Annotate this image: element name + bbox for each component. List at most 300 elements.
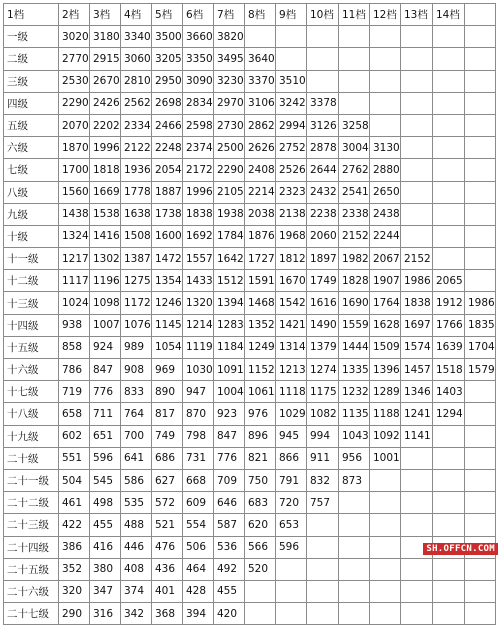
salary-cell: 627 <box>152 469 183 491</box>
salary-cell: 1416 <box>90 225 121 247</box>
table-row <box>4 425 496 447</box>
column-header: 9档 <box>276 4 307 26</box>
column-header: 11档 <box>339 4 370 26</box>
salary-cell: 1749 <box>307 270 339 292</box>
salary-cell: 668 <box>183 469 214 491</box>
salary-cell: 976 <box>245 403 276 425</box>
salary-cell: 1838 <box>401 292 433 314</box>
grade-label: 二十七级 <box>4 603 59 625</box>
salary-cell: 1184 <box>214 336 245 358</box>
salary-cell: 2408 <box>245 159 276 181</box>
salary-cell: 720 <box>276 492 307 514</box>
salary-cell: 1616 <box>307 292 339 314</box>
salary-cell: 923 <box>214 403 245 425</box>
salary-cell: 858 <box>59 336 90 358</box>
salary-cell <box>370 469 401 491</box>
table-row <box>4 48 496 70</box>
salary-cell <box>433 492 465 514</box>
salary-cell: 1560 <box>59 181 90 203</box>
salary-cell: 945 <box>276 425 307 447</box>
salary-cell <box>307 70 339 92</box>
salary-cell: 316 <box>90 603 121 625</box>
grade-label: 十二级 <box>4 270 59 292</box>
salary-cell: 1043 <box>339 425 370 447</box>
salary-cell: 1557 <box>183 248 214 270</box>
salary-cell: 1784 <box>214 225 245 247</box>
salary-cell: 1472 <box>152 248 183 270</box>
salary-cell: 1642 <box>214 248 245 270</box>
salary-cell: 1188 <box>370 403 401 425</box>
column-header: 7档 <box>214 4 245 26</box>
salary-cell: 731 <box>183 447 214 469</box>
salary-cell <box>339 536 370 558</box>
salary-cell <box>401 48 433 70</box>
salary-cell: 596 <box>90 447 121 469</box>
salary-cell: 3130 <box>370 137 401 159</box>
salary-cell <box>307 48 339 70</box>
salary-cell: 464 <box>183 558 214 580</box>
salary-cell: 2438 <box>370 203 401 225</box>
salary-cell <box>433 181 465 203</box>
salary-cell: 1196 <box>90 270 121 292</box>
salary-cell <box>401 469 433 491</box>
salary-cell: 719 <box>59 381 90 403</box>
table-row <box>4 536 496 558</box>
salary-cell: 401 <box>152 580 183 602</box>
grade-label: 十九级 <box>4 425 59 447</box>
salary-cell: 2880 <box>370 159 401 181</box>
empty-cell <box>465 203 496 225</box>
empty-cell <box>465 159 496 181</box>
salary-cell <box>401 181 433 203</box>
salary-cell <box>433 603 465 625</box>
grade-label: 二十四级 <box>4 536 59 558</box>
table-row <box>4 558 496 580</box>
salary-cell: 455 <box>214 580 245 602</box>
salary-cell: 2466 <box>152 114 183 136</box>
salary-cell: 3004 <box>339 137 370 159</box>
column-header: 14档 <box>433 4 465 26</box>
salary-cell: 847 <box>90 359 121 381</box>
salary-cell: 1119 <box>183 336 214 358</box>
salary-cell: 572 <box>152 492 183 514</box>
salary-cell <box>433 469 465 491</box>
salary-cell: 521 <box>152 514 183 536</box>
salary-cell: 2810 <box>121 70 152 92</box>
salary-cell: 1670 <box>276 270 307 292</box>
salary-cell: 504 <box>59 469 90 491</box>
table-row <box>4 492 496 514</box>
salary-cell <box>401 447 433 469</box>
column-header: 13档 <box>401 4 433 26</box>
grade-label: 二十级 <box>4 447 59 469</box>
salary-cell: 2644 <box>307 159 339 181</box>
salary-cell: 3370 <box>245 70 276 92</box>
salary-cell: 1283 <box>214 314 245 336</box>
salary-cell: 498 <box>90 492 121 514</box>
salary-cell: 2562 <box>121 92 152 114</box>
salary-cell <box>465 603 496 625</box>
salary-cell: 551 <box>59 447 90 469</box>
salary-cell: 2152 <box>401 248 433 270</box>
salary-cell: 488 <box>121 514 152 536</box>
empty-cell <box>465 248 496 270</box>
salary-cell: 653 <box>276 514 307 536</box>
salary-cell: 1294 <box>433 403 465 425</box>
salary-cell: 506 <box>183 536 214 558</box>
salary-cell: 1700 <box>59 159 90 181</box>
salary-cell: 1217 <box>59 248 90 270</box>
salary-cell: 1007 <box>90 314 121 336</box>
salary-cell <box>339 48 370 70</box>
salary-cell: 620 <box>245 514 276 536</box>
salary-cell: 554 <box>183 514 214 536</box>
salary-cell: 1213 <box>276 359 307 381</box>
salary-cell: 1512 <box>214 270 245 292</box>
salary-cell <box>307 558 339 580</box>
salary-cell <box>276 26 307 48</box>
table-row <box>4 514 496 536</box>
salary-cell: 436 <box>152 558 183 580</box>
salary-cell: 2730 <box>214 114 245 136</box>
empty-cell <box>465 92 496 114</box>
salary-cell: 2752 <box>276 137 307 159</box>
salary-cell <box>401 114 433 136</box>
salary-cell <box>307 580 339 602</box>
salary-cell: 1387 <box>121 248 152 270</box>
salary-cell: 1669 <box>90 181 121 203</box>
salary-cell: 709 <box>214 469 245 491</box>
grade-label: 四级 <box>4 92 59 114</box>
salary-cell <box>245 26 276 48</box>
corner-header: 1档 <box>4 4 59 26</box>
salary-cell: 2323 <box>276 181 307 203</box>
salary-cell: 817 <box>152 403 183 425</box>
salary-cell: 1818 <box>90 159 121 181</box>
salary-cell: 1938 <box>214 203 245 225</box>
salary-cell: 420 <box>214 603 245 625</box>
table-row <box>4 603 496 625</box>
column-header: 10档 <box>307 4 339 26</box>
salary-cell: 1639 <box>433 336 465 358</box>
salary-cell <box>245 580 276 602</box>
salary-cell <box>339 26 370 48</box>
salary-cell <box>433 70 465 92</box>
salary-cell: 1766 <box>433 314 465 336</box>
salary-cell: 536 <box>214 536 245 558</box>
salary-cell <box>433 26 465 48</box>
salary-cell: 2650 <box>370 181 401 203</box>
salary-cell: 1628 <box>370 314 401 336</box>
salary-cell: 1764 <box>370 292 401 314</box>
salary-cell: 1421 <box>276 314 307 336</box>
salary-cell <box>370 114 401 136</box>
salary-cell: 1727 <box>245 248 276 270</box>
salary-cell: 2626 <box>245 137 276 159</box>
salary-cell <box>401 137 433 159</box>
salary-cell <box>433 248 465 270</box>
salary-cell: 908 <box>121 359 152 381</box>
salary-cell: 386 <box>59 536 90 558</box>
salary-cell <box>433 203 465 225</box>
salary-cell: 2214 <box>245 181 276 203</box>
salary-cell: 394 <box>183 603 214 625</box>
grade-label: 十五级 <box>4 336 59 358</box>
salary-cell: 2138 <box>276 203 307 225</box>
grade-label: 六级 <box>4 137 59 159</box>
site-watermark: SH.OFFCN.COM <box>423 543 498 555</box>
salary-cell: 1690 <box>339 292 370 314</box>
salary-cell: 2432 <box>307 181 339 203</box>
salary-cell: 596 <box>276 536 307 558</box>
salary-cell: 3660 <box>183 26 214 48</box>
salary-cell: 2060 <box>307 225 339 247</box>
salary-cell: 428 <box>183 580 214 602</box>
salary-cell: 1468 <box>245 292 276 314</box>
salary-cell: 3090 <box>183 70 214 92</box>
salary-cell: 938 <box>59 314 90 336</box>
salary-cell <box>465 514 496 536</box>
salary-cell: 1152 <box>245 359 276 381</box>
salary-cell: 535 <box>121 492 152 514</box>
salary-cell: 750 <box>245 469 276 491</box>
salary-cell: 686 <box>152 447 183 469</box>
salary-cell: 476 <box>152 536 183 558</box>
salary-cell: 2762 <box>339 159 370 181</box>
salary-cell <box>465 425 496 447</box>
salary-cell: 764 <box>121 403 152 425</box>
salary-cell <box>401 92 433 114</box>
salary-cell: 2065 <box>433 270 465 292</box>
salary-cell: 1986 <box>465 292 496 314</box>
salary-cell: 1145 <box>152 314 183 336</box>
salary-cell: 1778 <box>121 181 152 203</box>
column-header: 3档 <box>90 4 121 26</box>
salary-cell <box>401 70 433 92</box>
salary-cell <box>401 225 433 247</box>
salary-cell: 1061 <box>245 381 276 403</box>
salary-cell <box>465 580 496 602</box>
salary-cell: 1697 <box>401 314 433 336</box>
salary-cell: 2202 <box>90 114 121 136</box>
grade-label: 三级 <box>4 70 59 92</box>
salary-cell: 911 <box>307 447 339 469</box>
salary-cell: 1838 <box>183 203 214 225</box>
salary-cell: 3060 <box>121 48 152 70</box>
salary-cell: 446 <box>121 536 152 558</box>
salary-cell <box>370 603 401 625</box>
salary-cell: 2541 <box>339 181 370 203</box>
salary-cell: 1438 <box>59 203 90 225</box>
salary-cell: 1076 <box>121 314 152 336</box>
column-header-blank <box>465 4 496 26</box>
salary-cell: 2862 <box>245 114 276 136</box>
salary-cell: 2770 <box>59 48 90 70</box>
salary-cell: 2152 <box>339 225 370 247</box>
salary-cell: 1172 <box>121 292 152 314</box>
salary-cell: 455 <box>90 514 121 536</box>
column-header: 4档 <box>121 4 152 26</box>
salary-cell <box>433 447 465 469</box>
salary-cell: 1876 <box>245 225 276 247</box>
salary-cell <box>401 159 433 181</box>
salary-cell: 342 <box>121 603 152 625</box>
salary-cell: 1249 <box>245 336 276 358</box>
table-row <box>4 381 496 403</box>
salary-cell: 380 <box>90 558 121 580</box>
salary-cell <box>401 492 433 514</box>
salary-cell: 1091 <box>214 359 245 381</box>
salary-cell <box>276 558 307 580</box>
salary-cell: 658 <box>59 403 90 425</box>
salary-cell: 2105 <box>214 181 245 203</box>
salary-cell: 566 <box>245 536 276 558</box>
salary-cell: 2070 <box>59 114 90 136</box>
salary-cell: 408 <box>121 558 152 580</box>
salary-cell <box>465 447 496 469</box>
salary-cell: 1098 <box>90 292 121 314</box>
salary-cell: 1835 <box>465 314 496 336</box>
salary-cell: 1996 <box>183 181 214 203</box>
salary-cell: 791 <box>276 469 307 491</box>
salary-cell: 1559 <box>339 314 370 336</box>
grade-label: 十七级 <box>4 381 59 403</box>
salary-cell <box>465 492 496 514</box>
grade-label: 十一级 <box>4 248 59 270</box>
salary-cell: 1457 <box>401 359 433 381</box>
salary-cell: 2526 <box>276 159 307 181</box>
salary-cell: 3378 <box>307 92 339 114</box>
salary-cell: 1346 <box>401 381 433 403</box>
salary-cell <box>370 92 401 114</box>
salary-cell: 1117 <box>59 270 90 292</box>
grade-label: 五级 <box>4 114 59 136</box>
salary-cell: 1246 <box>152 292 183 314</box>
salary-cell: 3820 <box>214 26 245 48</box>
salary-cell: 1030 <box>183 359 214 381</box>
salary-cell <box>370 492 401 514</box>
salary-cell: 3106 <box>245 92 276 114</box>
salary-cell <box>465 403 496 425</box>
salary-cell: 320 <box>59 580 90 602</box>
salary-cell: 2670 <box>90 70 121 92</box>
salary-cell: 587 <box>214 514 245 536</box>
salary-cell: 3510 <box>276 70 307 92</box>
salary-cell: 866 <box>276 447 307 469</box>
grade-label: 十八级 <box>4 403 59 425</box>
salary-cell: 2244 <box>370 225 401 247</box>
salary-cell: 1135 <box>339 403 370 425</box>
salary-cell <box>339 492 370 514</box>
salary-cell <box>401 580 433 602</box>
salary-cell: 2374 <box>183 137 214 159</box>
salary-cell <box>401 514 433 536</box>
salary-cell <box>401 603 433 625</box>
salary-cell <box>401 26 433 48</box>
salary-cell: 2426 <box>90 92 121 114</box>
salary-cell: 1302 <box>90 248 121 270</box>
salary-cell <box>433 514 465 536</box>
salary-cell: 1335 <box>339 359 370 381</box>
salary-grade-table <box>3 3 496 625</box>
salary-cell: 786 <box>59 359 90 381</box>
salary-cell: 1001 <box>370 447 401 469</box>
salary-cell: 1638 <box>121 203 152 225</box>
salary-cell <box>370 514 401 536</box>
salary-cell <box>307 514 339 536</box>
salary-cell: 520 <box>245 558 276 580</box>
salary-cell <box>276 48 307 70</box>
salary-cell: 641 <box>121 447 152 469</box>
salary-cell <box>433 137 465 159</box>
salary-cell <box>339 603 370 625</box>
empty-cell <box>465 225 496 247</box>
table-row <box>4 159 496 181</box>
salary-cell: 2067 <box>370 248 401 270</box>
salary-cell: 2122 <box>121 137 152 159</box>
salary-cell: 2698 <box>152 92 183 114</box>
salary-cell: 956 <box>339 447 370 469</box>
salary-cell <box>339 514 370 536</box>
salary-cell: 602 <box>59 425 90 447</box>
salary-cell: 2248 <box>152 137 183 159</box>
salary-cell: 798 <box>183 425 214 447</box>
grade-label: 十三级 <box>4 292 59 314</box>
salary-cell: 492 <box>214 558 245 580</box>
salary-cell: 1887 <box>152 181 183 203</box>
salary-cell: 821 <box>245 447 276 469</box>
salary-cell: 969 <box>152 359 183 381</box>
grade-label: 一级 <box>4 26 59 48</box>
salary-cell: 609 <box>183 492 214 514</box>
empty-cell <box>465 270 496 292</box>
table-row <box>4 92 496 114</box>
table-row <box>4 26 496 48</box>
salary-cell: 1912 <box>433 292 465 314</box>
salary-cell: 2338 <box>339 203 370 225</box>
salary-cell <box>433 580 465 602</box>
empty-cell <box>465 181 496 203</box>
salary-cell <box>370 26 401 48</box>
salary-cell: 1986 <box>401 270 433 292</box>
salary-cell: 290 <box>59 603 90 625</box>
empty-cell <box>465 70 496 92</box>
salary-cell <box>307 536 339 558</box>
empty-cell <box>465 26 496 48</box>
salary-cell: 873 <box>339 469 370 491</box>
salary-cell: 1275 <box>121 270 152 292</box>
salary-cell: 2994 <box>276 114 307 136</box>
table-row <box>4 359 496 381</box>
column-header: 2档 <box>59 4 90 26</box>
salary-cell: 2915 <box>90 48 121 70</box>
salary-cell: 1082 <box>307 403 339 425</box>
salary-cell: 1828 <box>339 270 370 292</box>
salary-cell: 2598 <box>183 114 214 136</box>
salary-cell: 1579 <box>465 359 496 381</box>
salary-cell: 1509 <box>370 336 401 358</box>
salary-cell: 2290 <box>59 92 90 114</box>
salary-cell: 374 <box>121 580 152 602</box>
salary-cell: 1141 <box>401 425 433 447</box>
column-header: 12档 <box>370 4 401 26</box>
salary-cell: 2970 <box>214 92 245 114</box>
salary-cell: 2054 <box>152 159 183 181</box>
salary-cell <box>433 225 465 247</box>
salary-cell: 1591 <box>245 270 276 292</box>
table-row <box>4 70 496 92</box>
salary-cell: 1444 <box>339 336 370 358</box>
